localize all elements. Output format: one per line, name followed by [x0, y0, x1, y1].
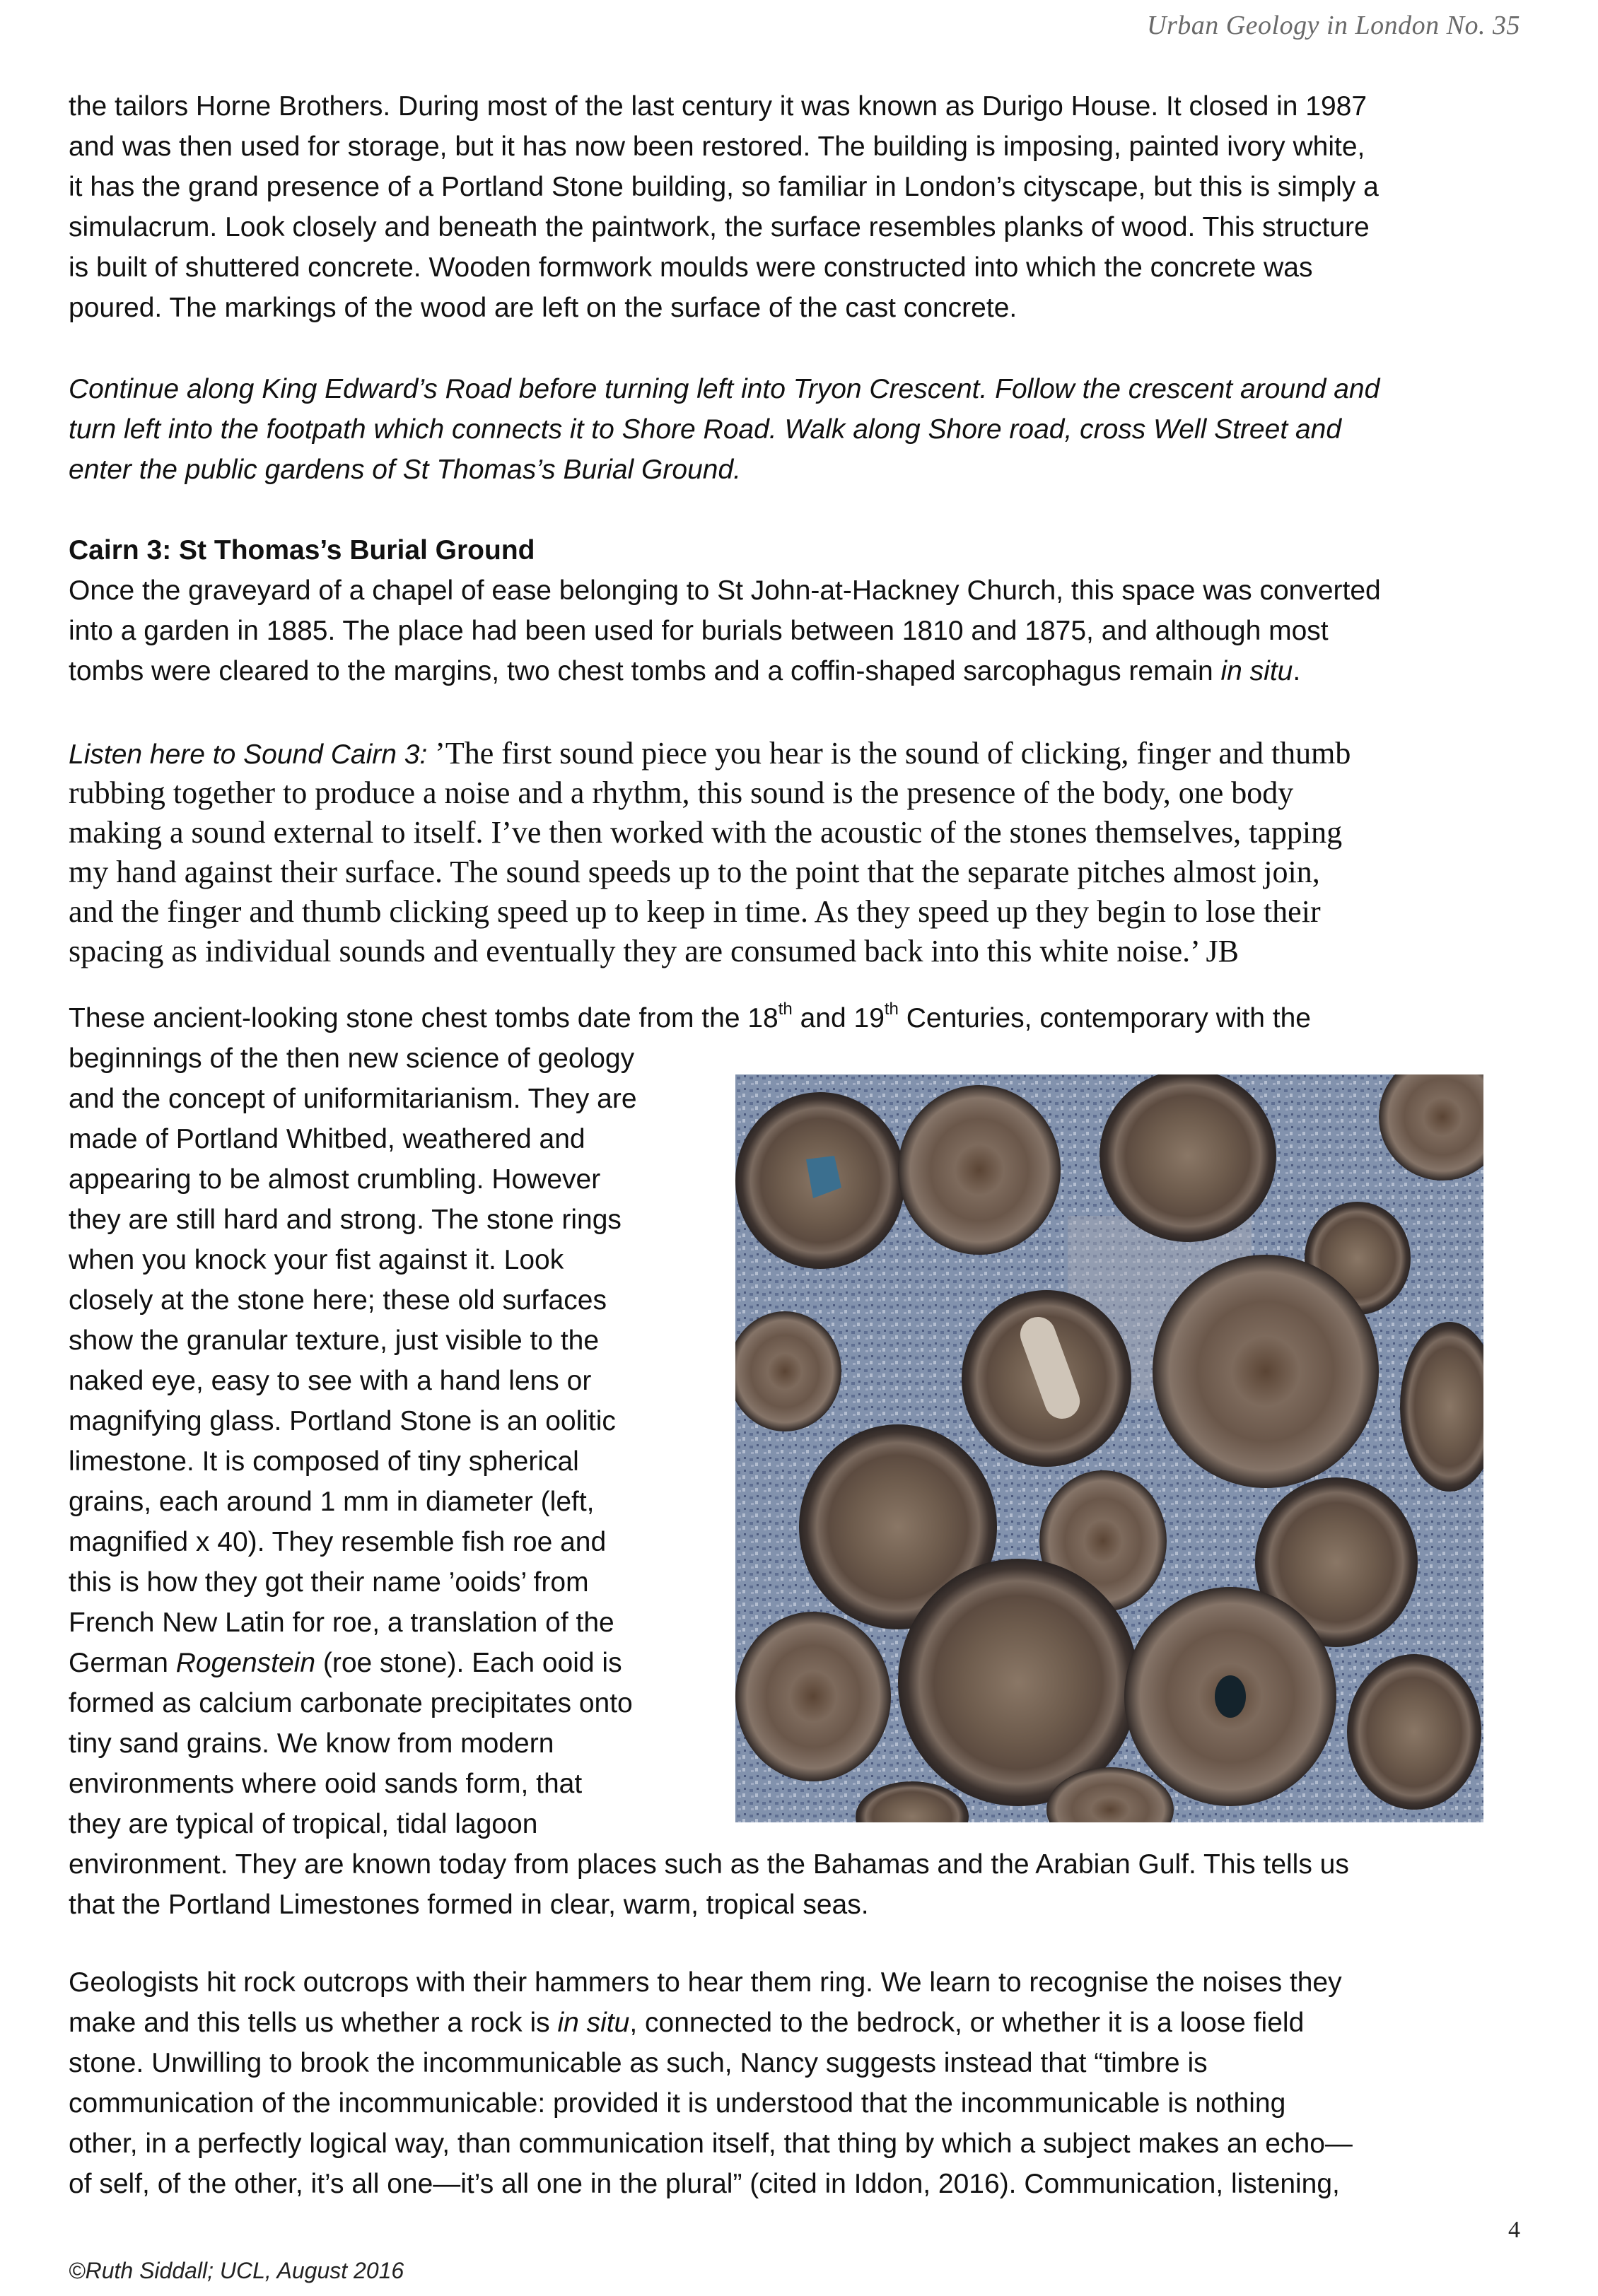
text-line: stone. Unwilling to brook the incommunicable as such, Nancy suggests instead that “timbre is — [69, 2048, 1208, 2078]
text-line: and the finger and thumb clicking speed up to keep in time. As they speed up they begin to lose their — [69, 894, 1321, 929]
running-header: Urban Geology in London No. 35 — [1147, 11, 1520, 40]
text-line: they are still hard and strong. The stone rings — [69, 1205, 622, 1235]
text-line: making a sound external to itself. I’ve then worked with the acoustic of the stones themselves, tapping — [69, 815, 1343, 850]
text-line: beginnings of the then new science of geology — [69, 1043, 635, 1074]
text-line: when you knock your fist against it. Look — [69, 1245, 564, 1275]
text-line: my hand against their surface. The sound speeds up to the point that the separate pitches almost join, — [69, 855, 1320, 889]
text-line: and was then used for storage, but it has now been restored. The building is imposing, painted ivory white, — [69, 131, 1365, 162]
text-line: simulacrum. Look closely and beneath the paintwork, the surface resembles planks of wood. This structure — [69, 212, 1370, 242]
text-line: this is how they got their name ’ooids’ from — [69, 1567, 589, 1598]
text-line: French New Latin for roe, a translation of the — [69, 1607, 614, 1638]
ooid-micrograph-drawing — [735, 1074, 1483, 1822]
text-line: poured. The markings of the wood are left on the surface of the cast concrete. — [69, 293, 1017, 323]
text-line: communication of the incommunicable: provided it is understood that the incommunicable is nothing — [69, 2088, 1286, 2119]
text-line: enter the public gardens of St Thomas’s Burial Ground. — [69, 455, 741, 485]
text-line: magnifying glass. Portland Stone is an oolitic — [69, 1406, 616, 1436]
text-line: they are typical of tropical, tidal lagoon — [69, 1809, 538, 1839]
geologists-paragraph — [69, 1962, 1525, 2204]
text-line: made of Portland Whitbed, weathered and — [69, 1124, 585, 1154]
text-line: naked eye, easy to see with a hand lens or — [69, 1366, 592, 1396]
text-line: and the concept of uniformitarianism. They are — [69, 1084, 637, 1114]
section-heading: Cairn 3: St Thomas’s Burial Ground — [69, 535, 535, 566]
cairn-section — [69, 530, 1525, 691]
text-line: the tailors Horne Brothers. During most of the last century it was known as Durigo House. It closed in 1987 — [69, 91, 1367, 122]
text-line: is built of shuttered concrete. Wooden formwork moulds were constructed into which the concrete was — [69, 252, 1313, 283]
text-line: that the Portland Limestones formed in clear, warm, tropical seas. — [69, 1890, 869, 1920]
text-line: show the granular texture, just visible to the — [69, 1325, 600, 1356]
text-line: of self, of the other, it’s all one—it’s all one in the plural” (cited in Iddon, 2016). Communication, listening, — [69, 2169, 1340, 2199]
walking-directions — [69, 369, 1525, 490]
text-line: closely at the stone here; these old surfaces — [69, 1285, 607, 1316]
text-line: These ancient-looking stone chest tombs date from the 18th and 19th Centuries, contemporary with the — [69, 1000, 1312, 1033]
in-situ-term: in situ — [1220, 656, 1293, 686]
text-line: rubbing together to produce a noise and a rhythm, this sound is the presence of the body, one body — [69, 775, 1294, 810]
text-line: Geologists hit rock outcrops with their hammers to hear them ring. We learn to recognise the noises they — [69, 1967, 1342, 1998]
text-line: magnified x 40). They resemble fish roe and — [69, 1527, 607, 1557]
text-line: it has the grand presence of a Portland Stone building, so familiar in London’s cityscape, but this is simply a — [69, 172, 1379, 202]
text-line: other, in a perfectly logical way, than communication itself, that thing by which a subject makes an echo— — [69, 2128, 1353, 2159]
listen-link-text: Listen here to Sound Cairn 3: — [69, 739, 436, 770]
text-line: into a garden in 1885. The place had been used for burials between 1810 and 1875, and although most — [69, 616, 1329, 646]
text-line: Listen here to Sound Cairn 3: ’The first sound piece you hear is the sound of clicking, finger and thumb — [69, 736, 1351, 771]
text-line: limestone. It is composed of tiny spherical — [69, 1446, 579, 1477]
page-number: 4 — [1508, 2217, 1520, 2243]
text-line: German Rogenstein (roe stone). Each ooid is — [69, 1648, 622, 1678]
intro-paragraph — [69, 86, 1525, 328]
text-line: formed as calcium carbonate precipitates onto — [69, 1688, 633, 1718]
text-line: Once the graveyard of a chapel of ease belonging to St John-at-Hackney Church, this space was converted — [69, 575, 1381, 606]
in-situ-term: in situ — [557, 2008, 630, 2038]
rogenstein-term: Rogenstein — [175, 1648, 316, 1678]
text-line: environments where ooid sands form, that — [69, 1769, 583, 1799]
text-line: environment. They are known today from places such as the Bahamas and the Arabian Gulf. This tells us — [69, 1849, 1349, 1880]
text-line: tombs were cleared to the margins, two chest tombs and a coffin-shaped sarcophagus remain in situ. — [69, 656, 1301, 686]
text-line: make and this tells us whether a rock is in situ, connected to the bedrock, or whether it is a loose field — [69, 2008, 1305, 2038]
text-line: grains, each around 1 mm in diameter (left, — [69, 1487, 595, 1517]
text-line: turn left into the footpath which connects it to Shore Road. Walk along Shore road, cross Well Street and — [69, 414, 1342, 445]
copyright-footer: ©Ruth Siddall; UCL, August 2016 — [69, 2258, 404, 2283]
text-line: appearing to be almost crumbling. However — [69, 1164, 601, 1195]
sound-cairn-quote — [69, 734, 1525, 971]
ooid-micrograph-image — [735, 1074, 1483, 1822]
text-line: tiny sand grains. We know from modern — [69, 1728, 554, 1759]
text-line: Continue along King Edward’s Road before turning left into Tryon Crescent. Follow the crescent around and — [69, 374, 1380, 404]
text-line: spacing as individual sounds and eventually they are consumed back into this white noise.’ JB — [69, 934, 1239, 968]
